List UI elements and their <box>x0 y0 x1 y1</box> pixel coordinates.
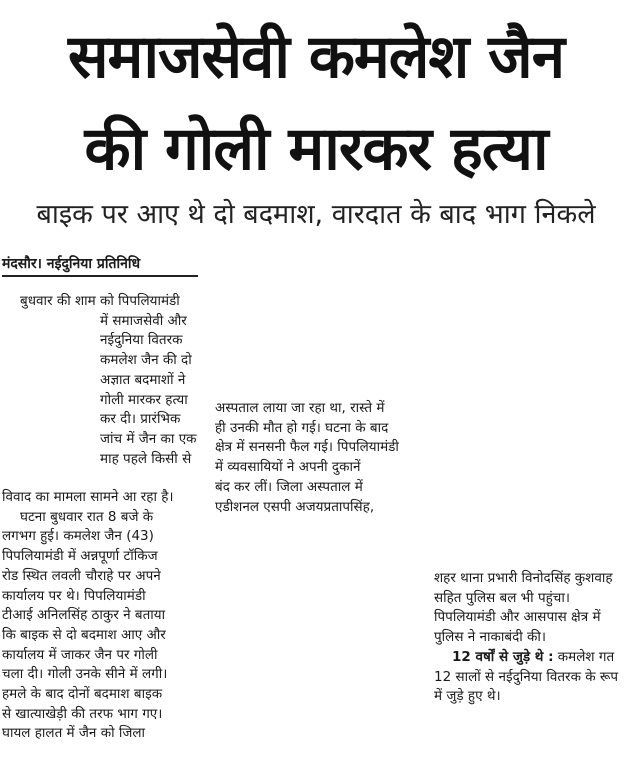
subsection-text: कमलेश गत <box>557 648 615 665</box>
article-line: विवाद का मामला सामने आ रहा है। <box>2 489 174 505</box>
article-line: लगभग हुई। कमलेश जैन (43) <box>2 528 154 545</box>
article-line: बंद कर लीं। जिला अस्पताल में <box>215 478 363 495</box>
article-line: कार्यालय पर थे। पिपलियामंडी <box>2 587 146 604</box>
article-line: अज्ञात बदमाशों ने <box>100 371 186 388</box>
subsection-text: में जुड़े हुए थे। <box>434 688 501 705</box>
byline: मंदसौर। नईदुनिया प्रतिनिधि <box>2 253 198 277</box>
article-line: में समाजसेवी और <box>100 312 187 329</box>
article-line: सहित पुलिस बल भी पहुंचा। <box>434 589 570 606</box>
article-line: शहर थाना प्रभारी विनोदसिंह कुशवाह <box>434 570 613 586</box>
article-line: पिपलियामंडी में अन्नपूर्णा टॉकिज <box>2 548 158 565</box>
article-line: पुलिस ने नाकाबंदी की। <box>434 629 547 646</box>
article-line: ही उनकी मौत हो गई। घटना के बाद <box>215 419 389 436</box>
article-line: चला दी। गोली उनके सीने में लगी। <box>2 666 168 683</box>
subheadline: बाइक पर आए थे दो बदमाश, वारदात के बाद भाग निकले <box>36 199 596 230</box>
article-line: टीआई अनिलसिंह ठाकुर ने बताया <box>2 607 166 624</box>
article-line: घायल हालत में जैन को जिला <box>2 725 146 742</box>
headline-line-1: समाजसेवी कमलेश जैन <box>68 22 564 92</box>
article-line: माह पहले किसी से <box>100 450 192 467</box>
article-line: घटना बुधवार रात 8 बजे के <box>20 508 154 525</box>
article-line: रोड स्थित लवली चौराहे पर अपने <box>2 567 161 584</box>
subsection-text: 12 सालों से नईदुनिया वितरक के रूप <box>434 668 619 685</box>
article-column-2 <box>215 399 415 517</box>
article-line: अस्पताल लाया जा रहा था, रास्ते में <box>215 400 385 416</box>
headline-line-2: की गोली मारकर हत्या <box>84 114 548 184</box>
subsection-heading: 12 वर्षों से जुड़े थे : <box>452 648 554 665</box>
article-line: पिपलियामंडी और आसपास क्षेत्र में <box>434 609 601 626</box>
article-column-1-top <box>20 292 197 469</box>
article-line: क्षेत्र में सनसनी फैल गई। पिपलियामंडी <box>215 439 399 456</box>
article-column-3 <box>434 569 630 707</box>
article-line: में व्यवसायियों ने अपनी दुकानें <box>215 459 361 476</box>
article-column-1-bottom <box>2 488 196 744</box>
article-line: जांच में जैन का एक <box>100 430 197 447</box>
article-line: कि बाइक से दो बदमाश आए और <box>2 626 166 643</box>
article-line: से खात्याखेड़ी की तरफ भाग गए। <box>2 705 163 722</box>
article-line: गोली मारकर हत्या <box>100 391 188 408</box>
article-line: हमले के बाद दोनों बदमाश बाइक <box>2 686 163 703</box>
article-line: बुधवार की शाम को पिपलियामंडी <box>20 293 180 309</box>
article-line: कमलेश जैन की दो <box>100 352 192 369</box>
article-line: कर दी। प्रारंभिक <box>100 411 181 428</box>
article-line: कार्यालय में जाकर जैन पर गोली <box>2 646 158 663</box>
article-line: एडीशनल एसपी अजयप्रतापसिंह, <box>215 498 375 515</box>
article-line: नईदुनिया वितरक <box>100 332 183 349</box>
